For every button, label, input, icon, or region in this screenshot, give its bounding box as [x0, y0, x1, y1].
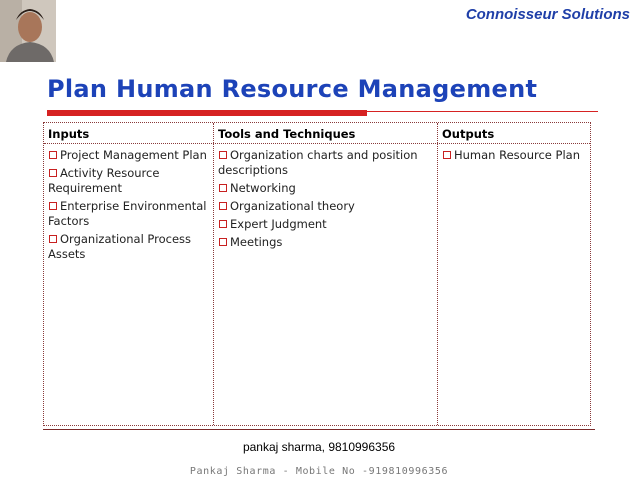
table-bottom-rule: [43, 429, 595, 430]
watermark-footer: Pankaj Sharma - Mobile No -919810996356: [189, 466, 449, 477]
list-item: Enterprise Environmental Factors: [48, 199, 207, 228]
checkbox-bullet-icon: [219, 151, 227, 159]
checkbox-bullet-icon: [49, 151, 57, 159]
inputs-header: Inputs: [48, 127, 90, 141]
checkbox-bullet-icon: [219, 238, 227, 246]
list-item: Organization charts and position descriptions: [218, 148, 418, 177]
outputs-column: [438, 123, 590, 425]
checkbox-bullet-icon: [49, 235, 57, 243]
inputs-column: [44, 123, 214, 425]
checkbox-bullet-icon: [49, 169, 57, 177]
ittos-table: [43, 122, 591, 426]
checkbox-bullet-icon: [219, 220, 227, 228]
list-item: Organizational Process Assets: [48, 232, 192, 261]
list-item: Activity Resource Requirement: [48, 166, 160, 195]
author-footer: pankaj sharma, 9810996356: [242, 440, 396, 454]
list-item: Networking: [218, 181, 437, 196]
inputs-cell: [48, 148, 213, 265]
list-item: Organizational theory: [218, 199, 437, 214]
outputs-header: Outputs: [442, 127, 495, 141]
title-underline-line: [367, 111, 598, 112]
outputs-cell: [442, 148, 580, 166]
list-item: Human Resource Plan: [442, 148, 580, 163]
tools-header: Tools and Techniques: [218, 127, 356, 141]
list-item: Project Management Plan: [48, 148, 213, 163]
checkbox-bullet-icon: [49, 202, 57, 210]
tools-cell: [218, 148, 437, 253]
checkbox-bullet-icon: [219, 184, 227, 192]
list-item: Meetings: [218, 235, 437, 250]
presenter-photo: [0, 0, 56, 62]
list-item: Expert Judgment: [218, 217, 437, 232]
checkbox-bullet-icon: [443, 151, 451, 159]
checkbox-bullet-icon: [219, 202, 227, 210]
slide-title: Plan Human Resource Management: [47, 75, 538, 103]
title-underline-bar: [47, 110, 367, 116]
brand-name: Connoisseur Solutions: [465, 6, 630, 23]
tools-column: [214, 123, 438, 425]
